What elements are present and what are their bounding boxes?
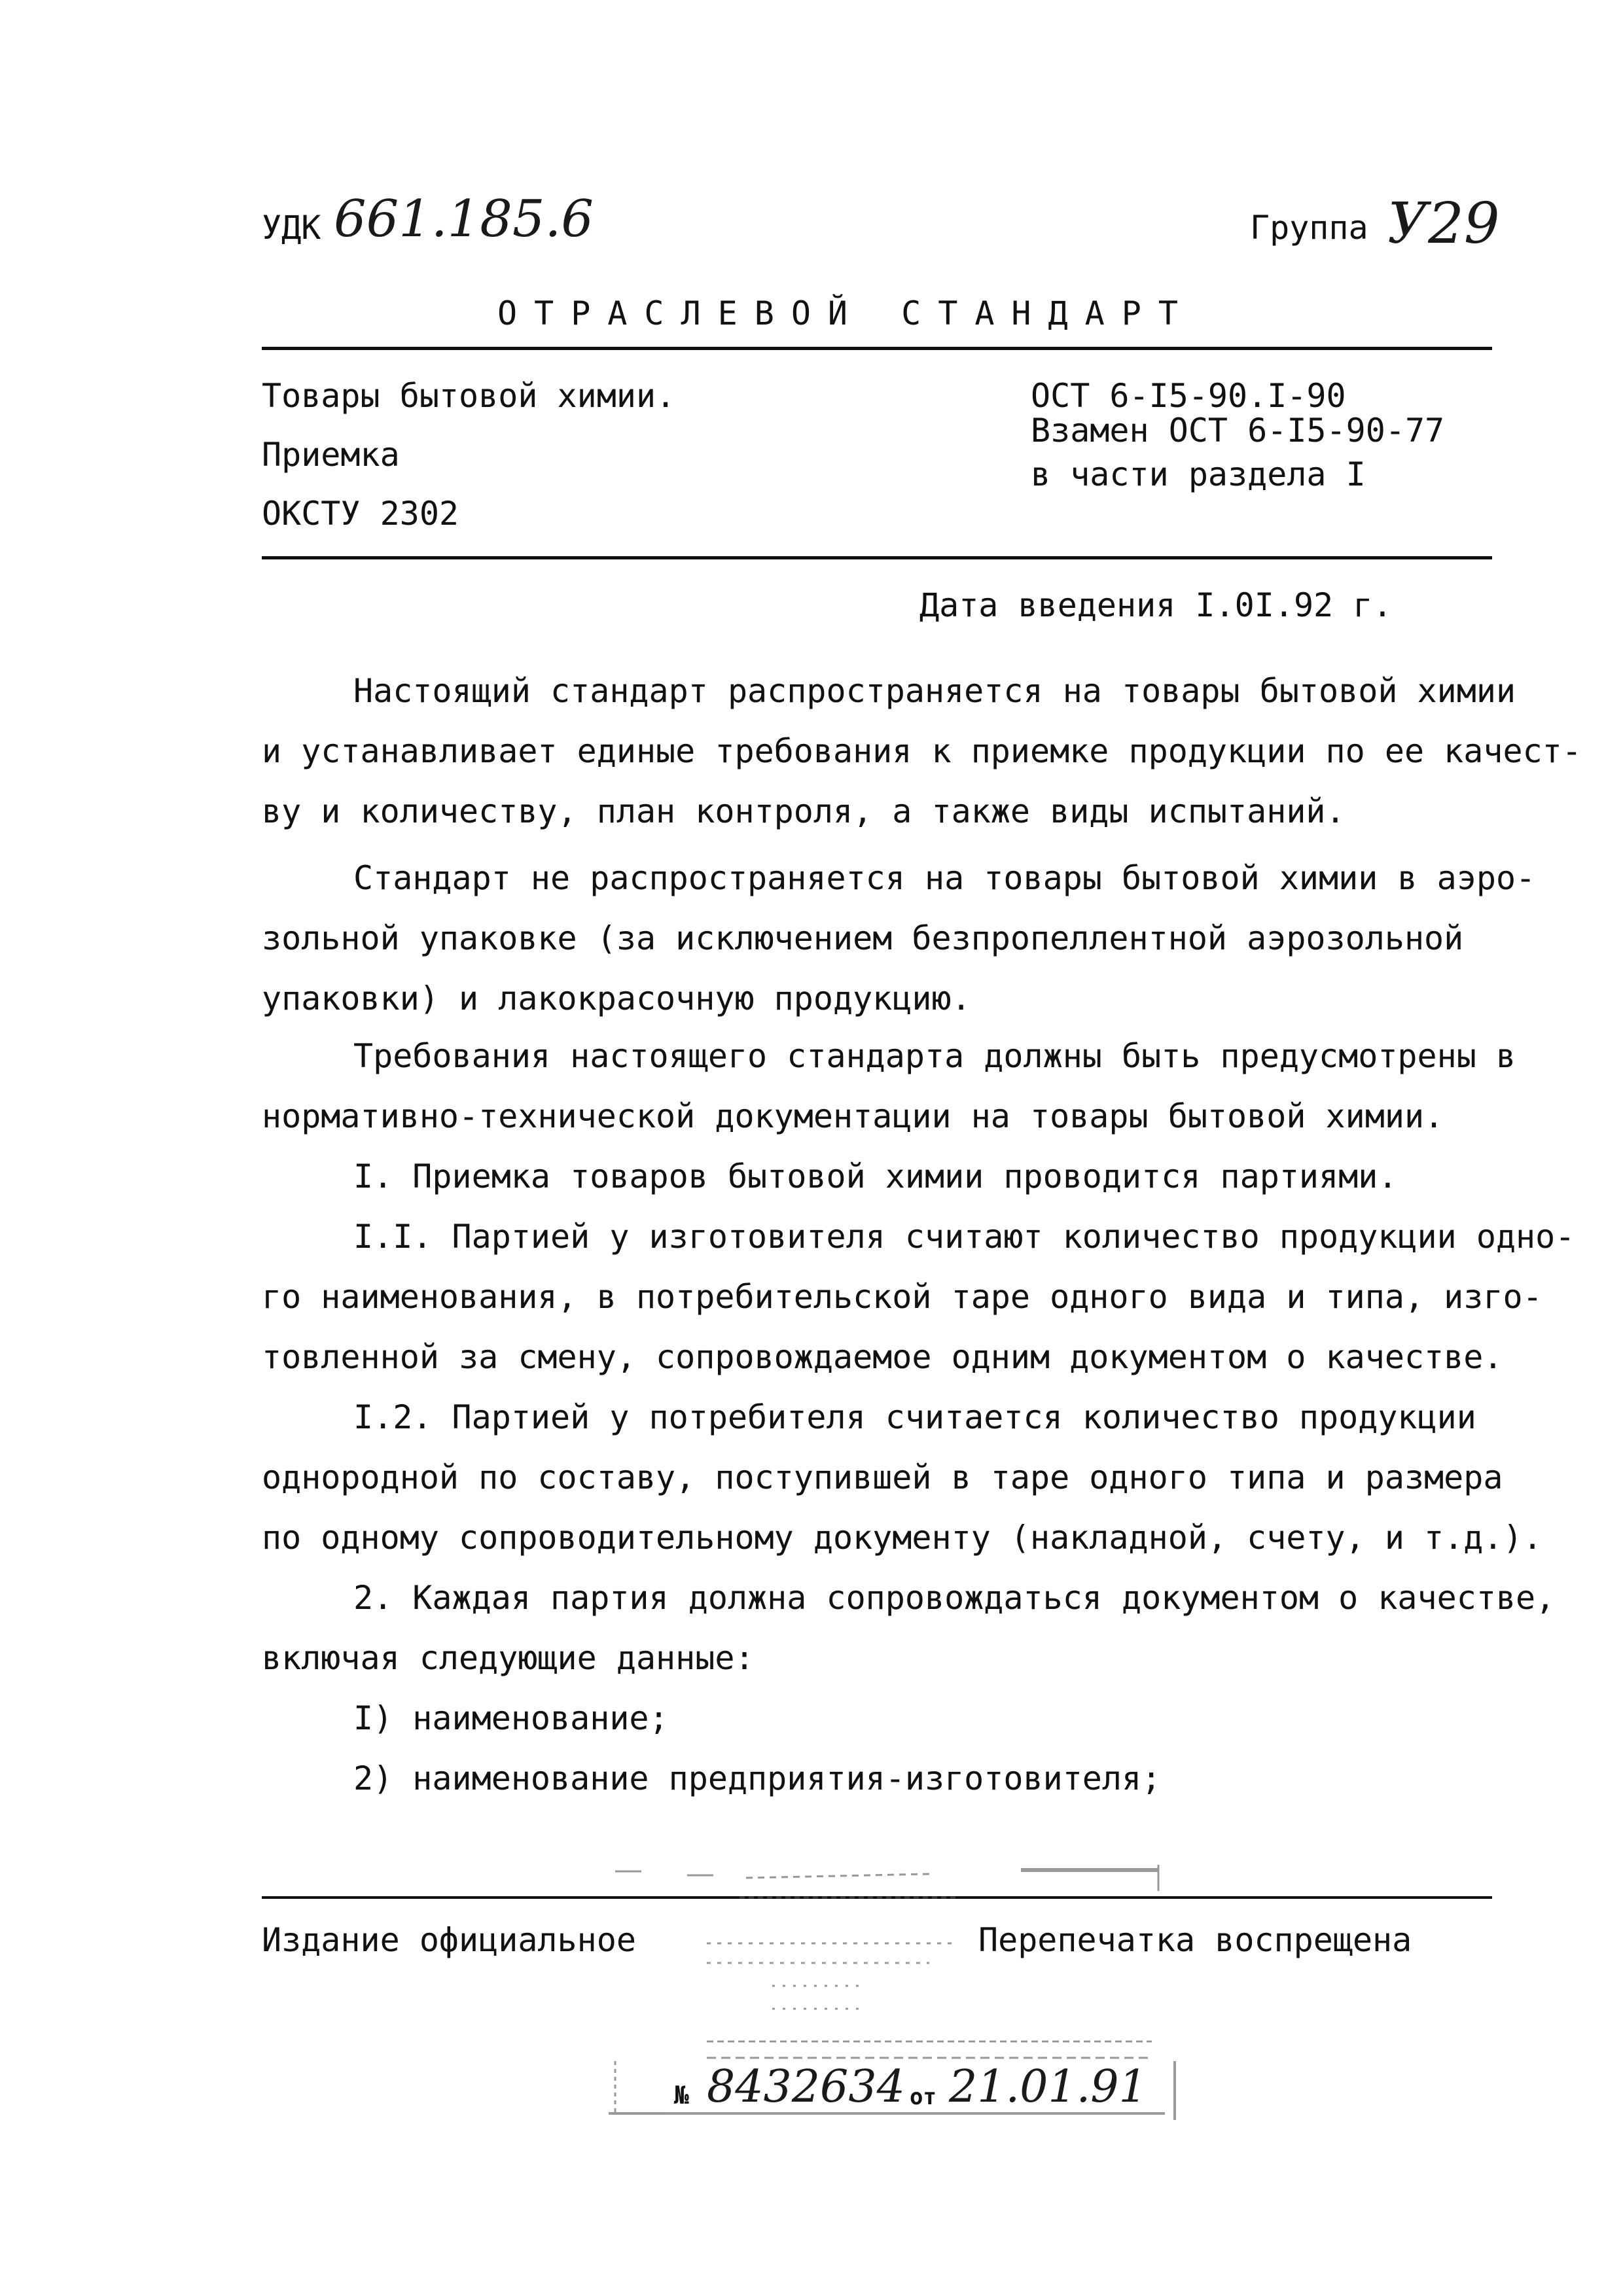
list-item-2 [262,1748,1492,1809]
info-underline [262,556,1492,559]
document-title: ОТРАСЛЕВОЙ СТАНДАРТ [497,294,1195,332]
paragraph-requirements [262,1026,1516,1146]
subject-acceptance: Приемка [262,436,400,474]
standard-number: ОСТ 6-I5-90.I-90 [1031,377,1346,415]
text-line: I.I. Партией у изготовителя считают количество продукции одно- [353,1218,1575,1256]
text-line: 2) наименование предприятия-изготовителя; [353,1759,1162,1797]
text-line: 2. Каждая партия должна сопровождаться документом о качестве, [353,1579,1556,1617]
udk-handwritten-value: 661.185.6 [334,190,594,249]
text-line: по одному сопроводительному документу (накладной, счету, и т.д.). [262,1519,1543,1557]
text-line: товленной за смену, сопровождаемое одним документом о качестве. [262,1338,1503,1376]
subject-line: Товары бытовой химии. [262,377,676,415]
text-line: однородной по составу, поступившей в таре одного типа и размера [262,1458,1503,1496]
introduction-date: Дата введения I.0I.92 г. [919,586,1393,624]
registration-number: 8432634 [707,2061,905,2113]
text-line: включая следующие данные: [262,1639,755,1677]
text-line: I.2. Партией у потребителя считается количество продукции [353,1398,1476,1436]
clause-1-1 [262,1207,1575,1387]
official-edition-label: Издание официальное [262,1921,636,1959]
registration-prefix: № [674,2081,689,2110]
text-line: Настоящий стандарт распространяется на товары бытовой химии [353,672,1516,710]
text-line: I. Приемка товаров бытовой химии проводится партиями. [353,1157,1398,1195]
registration-date: 21.01.91 [949,2061,1147,2113]
clause-1-2 [262,1387,1543,1568]
text-line: Стандарт не распространяется на товары бытовой химии в аэро- [353,859,1536,897]
paragraph-scope [262,661,1582,841]
text-line: Требования настоящего стандарта должны быть предусмотрены в [353,1037,1516,1075]
text-line: и устанавливает единые требования к приемке продукции по ее качест- [262,732,1582,770]
clause-2 [262,1568,1556,1688]
text-line: зольной упаковке (за исключением безпропеллентной аэрозольной [262,919,1464,957]
text-line: упаковки) и лакокрасочную продукцию. [262,980,971,1017]
group-label: Группа [1250,209,1368,247]
paragraph-exclusions [262,848,1536,1029]
udk-label: УДК [262,209,321,247]
list-item-1 [262,1688,1492,1748]
group-handwritten-value: У29 [1387,191,1500,256]
replaces-section: в части раздела I [1031,455,1366,493]
replaces-standard: Взамен ОСТ 6-I5-90-77 [1031,412,1445,450]
clause-1 [262,1146,1492,1207]
title-underline [262,347,1492,350]
text-line: нормативно-технической документации на товары бытовой химии. [262,1097,1444,1135]
registration-from: от [910,2084,936,2110]
reprint-prohibited-label: Перепечатка воспрещена [978,1921,1412,1959]
oksty-code: ОКСТУ 2302 [262,495,459,533]
text-line: ву и количеству, план контроля, а также виды испытаний. [262,792,1346,830]
text-line: го наименования, в потребительской таре одного вида и типа, изго- [262,1278,1543,1316]
text-line: I) наименование; [353,1699,669,1737]
